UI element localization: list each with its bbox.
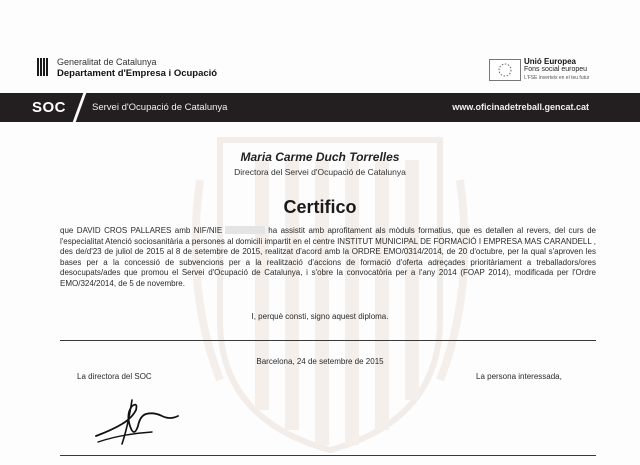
eu-tagline: L'FSE inverteix en el teu futur xyxy=(524,75,590,81)
signer-right-label: La persona interessada, xyxy=(476,372,562,381)
certificate-title: Certifico xyxy=(283,197,357,217)
director-role: Directora del Servei d'Ocupació de Catalunya xyxy=(234,167,406,177)
eu-fund-name: Fons social europeu xyxy=(524,66,588,73)
banner-org-name: Servei d'Ocupació de Catalunya xyxy=(92,102,228,113)
director-signature xyxy=(92,386,182,448)
eu-name: Unió Europea xyxy=(524,57,577,66)
gencat-name: Generalitat de Catalunya xyxy=(57,57,157,67)
body-text-part2: ha assistit amb aprofitament als mòduls formatius, que es detallen al revers, del curs de l'especialitat Atenció sociosanitària a persones al domicili impartit en el centre INSTITUT MUNICIPAL DE FORMACIÓ I EMPRESA MAS CARANDELL , des de/d'23 de juliol de 2015 al 8 de setembre de 2015, realitzat d'acord amb la ORDRE EMO/0314/2014, de 20 d'octubre, per la qual s'aproven les bases per a la concessió de subvencions per a la realització d'accions de formació d'oferta adreçades prioritàriament a treballadors/ores desocupats/ades que promou el Servei d'Ocupació de Catalunya, i s'obre la convocatòria per a l'any 2014 (FOAP 2014), modificada per l'Ordre EMO/324/2014, de 5 de novembre. xyxy=(60,226,596,288)
redacted-id xyxy=(225,226,265,234)
director-name: Maria Carme Duch Torrelles xyxy=(240,150,400,164)
eu-logo-text xyxy=(524,58,589,82)
divider-line-top xyxy=(60,340,596,341)
signer-left-label: La directora del SOC xyxy=(77,372,152,381)
certificate-body xyxy=(60,226,596,289)
department-name: Departament d'Empresa i Ocupació xyxy=(57,68,218,79)
gencat-logo xyxy=(37,57,217,79)
banner-url: www.oficinadetreball.gencat.cat xyxy=(452,102,589,112)
closing-statement: I, perquè consti, signo aquest diploma. xyxy=(251,312,389,321)
gencat-emblem-icon xyxy=(37,58,51,76)
date-place: Barcelona, 24 de setembre de 2015 xyxy=(256,357,384,366)
divider-line-bottom xyxy=(60,455,596,456)
soc-abbr: SOC xyxy=(32,99,67,116)
eu-flag-icon xyxy=(489,59,521,81)
body-text-part1: que DAVID CROS PALLARES amb NIF/NIE xyxy=(60,226,223,235)
